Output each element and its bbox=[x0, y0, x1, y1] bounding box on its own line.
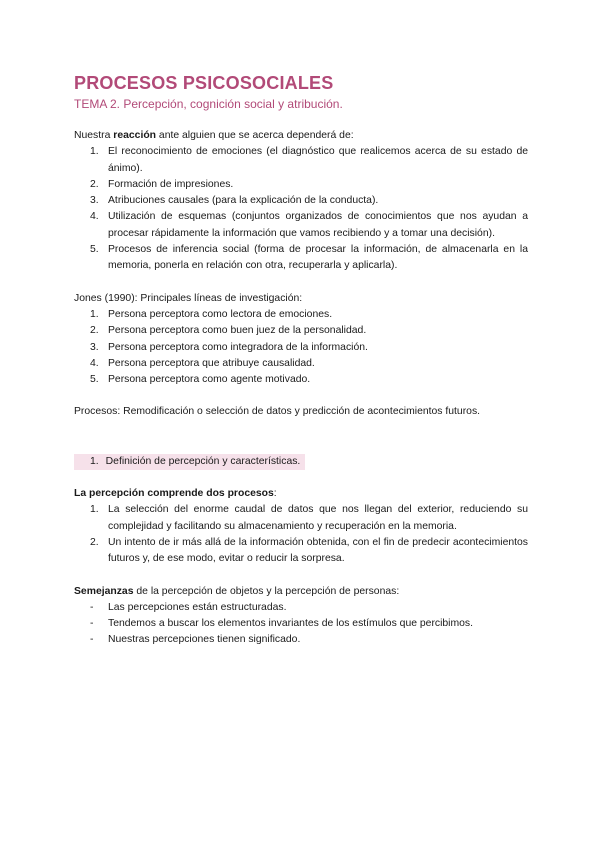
intro-bold-term: reacción bbox=[113, 130, 157, 141]
list-item: 5. Persona perceptora como agente motivado. bbox=[90, 374, 311, 386]
list-item: 4. Persona perceptora que atribuye causalidad. bbox=[90, 357, 315, 369]
list-item: 5. Procesos de inferencia social (forma de procesar la información, de almacenarla en la memoria, ponerla en relación con otra, recuperarla y aplicarla). bbox=[90, 244, 528, 272]
dash-bullet: - bbox=[90, 618, 94, 630]
list-item: 3. Atribuciones causales (para la explicación de la conducta). bbox=[90, 195, 379, 207]
list-item: 2. Formación de impresiones. bbox=[90, 178, 234, 190]
semejanzas-list bbox=[74, 600, 528, 649]
list-item: 2. Un intento de ir más allá de la información obtenida, con el fin de predecir acontecimientos futuros y, de ese modo, evitar o reducir la sorpresa. bbox=[90, 536, 528, 565]
semejanzas-paragraph: Semejanzas de la percepción de objetos y la percepción de personas: bbox=[74, 585, 400, 597]
section-heading bbox=[74, 454, 528, 470]
research-lines-list bbox=[74, 307, 528, 388]
list-item: 1. El reconocimiento de emociones (el diagnóstico que realicemos acerca de su estado de ánimo). bbox=[90, 146, 528, 174]
document-page bbox=[74, 72, 528, 649]
document-title: PROCESOS PSICOSOCIALES bbox=[74, 73, 334, 93]
list-item: 4. Utilización de esquemas (conjuntos organizados de conocimientos que nos ayudan a procesar rápidamente la información que vamos recibiendo y a tomar una decisión). bbox=[90, 211, 528, 239]
intro-paragraph bbox=[74, 128, 528, 144]
percepcion-process-list bbox=[74, 502, 528, 567]
list-item: - Las percepciones están estructuradas. bbox=[74, 600, 528, 616]
list-item: - Tendemos a buscar los elementos invariantes de los estímulos que percibimos. bbox=[74, 616, 528, 632]
topic-subtitle: TEMA 2. Percepción, cognición social y atribución. bbox=[74, 97, 343, 111]
dash-bullet: - bbox=[90, 634, 94, 646]
semejanzas-bold: Semejanzas bbox=[74, 585, 134, 597]
list-item: 2. Persona perceptora como buen juez de la personalidad. bbox=[90, 325, 367, 337]
intro-suffix: ante alguien que se acerca dependerá de: bbox=[156, 130, 354, 141]
list-item: 1. La selección del enorme caudal de datos que nos llegan del exterior, reduciendo su complejidad y facilitando su almacenamiento y recuperación en la memoria. bbox=[90, 504, 528, 532]
section-highlight: 1. Definición de percepción y características. bbox=[74, 454, 305, 470]
list-item: 1. Persona perceptora como lectora de emociones. bbox=[90, 308, 333, 320]
percepcion-bold: La percepción comprende dos procesos bbox=[74, 488, 274, 500]
dash-bullet: - bbox=[90, 601, 94, 613]
percepcion-paragraph: La percepción comprende dos procesos: bbox=[74, 488, 277, 500]
procesos-paragraph: Procesos: Remodificación o selección de datos y predicción de acontecimientos futuros. bbox=[74, 406, 481, 418]
jones-heading: Jones (1990): Principales líneas de investigación: bbox=[74, 292, 303, 304]
list-item: - Nuestras percepciones tienen significado. bbox=[74, 632, 528, 648]
list-item: 3. Persona perceptora como integradora de la información. bbox=[90, 341, 368, 353]
reaction-factors-list bbox=[74, 144, 528, 274]
intro-prefix: Nuestra bbox=[74, 130, 114, 141]
